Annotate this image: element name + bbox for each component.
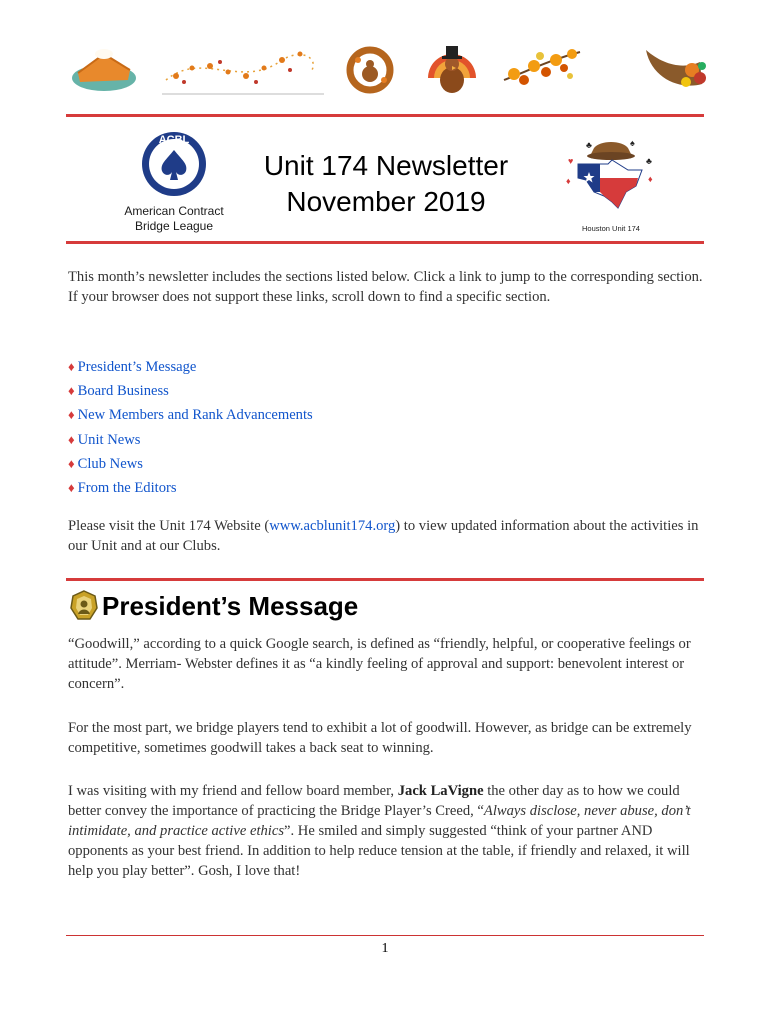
website-link[interactable]: www.acblunit174.org: [269, 518, 396, 534]
houston-unit-label: Houston Unit 174: [582, 224, 640, 233]
website-text-before: Please visit the Unit 174 Website (: [68, 518, 270, 534]
cornucopia-icon: [642, 40, 710, 98]
svg-text:♦: ♦: [648, 174, 653, 184]
president-paragraph-3: [68, 781, 704, 881]
pie-icon: [68, 40, 140, 98]
svg-text:♠: ♠: [630, 138, 635, 148]
svg-text:♣: ♣: [646, 156, 652, 166]
toc-link[interactable]: Unit News: [77, 431, 141, 448]
acbl-org-line1: American Contract: [124, 204, 224, 218]
table-of-contents: [68, 355, 313, 500]
president-badge-icon: [70, 590, 98, 622]
president-paragraph-2: For the most part, we bridge players tend to exhibit a lot of goodwill. However, as bridge can be extremely competitive, sometimes goodwill takes a back seat to winning.: [68, 720, 692, 756]
toc-item-unit-news[interactable]: [68, 428, 313, 452]
header-top-rule: [66, 114, 704, 117]
diamond-bullet-icon: ♦: [68, 455, 75, 471]
diamond-bullet-icon: ♦: [68, 359, 75, 374]
header-bottom-rule: [66, 241, 704, 244]
footer-rule: [66, 935, 704, 936]
president-paragraph-1: “Goodwill,” according to a quick Google search, is defined as “friendly, helpful, or cooperative feelings or attitude”. Merriam- Webster defines it as “a kindly feeling of approval and support: benevolent interest or concern”.: [68, 636, 691, 692]
autumn-leaves-swirl-icon: [162, 40, 324, 98]
acbl-emblem-icon: [104, 126, 244, 206]
acbl-org-name: [104, 204, 244, 234]
turkey-icon: [422, 40, 482, 98]
acbl-letters: ACBL: [158, 134, 190, 146]
board-member-name: Jack LaVigne: [397, 783, 484, 799]
toc-link[interactable]: New Members and Rank Advancements: [77, 407, 313, 424]
title-line2: November 2019: [286, 186, 486, 217]
section-title: President’s Message: [102, 591, 359, 621]
section-rule: [66, 578, 704, 581]
svg-text:♣: ♣: [586, 140, 592, 150]
diamond-bullet-icon: ♦: [68, 480, 75, 496]
svg-text:♦: ♦: [566, 176, 571, 186]
website-paragraph: [68, 516, 704, 556]
texas-flag-cowboy-hat-icon: [556, 130, 666, 222]
autumn-branch-icon: [500, 40, 584, 98]
diamond-bullet-icon: ♦: [68, 407, 75, 423]
p3-text-b: the other day as to how we could better convey the importance of practicing the Bridge Player’s Creed, “: [68, 783, 680, 819]
toc-link[interactable]: From the Editors: [77, 480, 177, 497]
turkey-wreath-icon: [344, 40, 396, 98]
toc-item-club-news[interactable]: [68, 452, 313, 476]
toc-item-new-members[interactable]: [68, 403, 313, 427]
diamond-bullet-icon: ♦: [68, 431, 75, 447]
toc-link[interactable]: Club News: [77, 455, 143, 472]
acbl-org-line2: Bridge League: [134, 219, 214, 233]
toc-link[interactable]: President’s Message: [77, 359, 197, 375]
toc-item-presidents-message[interactable]: [68, 355, 313, 379]
bridge-players-creed: Always disclose, never abuse, don’t intimidate, and practice active ethics: [68, 803, 691, 839]
page-number: 1: [381, 941, 389, 956]
decoration-banner: [62, 40, 712, 106]
p3-text-c: ”. He smiled and simply suggested “think of your partner AND opponents as your best friend. In addition to help reduce tension at the table, if friendly and relaxed, it will help you play better”. Gosh, I love that!: [68, 823, 690, 879]
website-text-after: ) to view updated information about the activities in our Unit and at our Clubs.: [68, 518, 699, 554]
toc-link[interactable]: Board Business: [77, 383, 169, 400]
toc-item-board-business[interactable]: [68, 379, 313, 403]
p3-text-a: I was visiting with my friend and fellow board member,: [68, 783, 398, 799]
newsletter-header: [66, 122, 704, 240]
houston-unit-logo: [556, 130, 666, 236]
svg-text:♥: ♥: [568, 156, 574, 166]
intro-paragraph: This month’s newsletter includes the sections listed below. Click a link to jump to the corresponding section. If your browser does not support these links, scroll down to find a specific section.: [68, 269, 703, 305]
title-line1: Unit 174 Newsletter: [263, 150, 509, 181]
acbl-logo: [104, 126, 244, 236]
page-title: [236, 148, 536, 220]
diamond-bullet-icon: ♦: [68, 383, 75, 399]
toc-item-from-the-editors[interactable]: [68, 476, 313, 500]
